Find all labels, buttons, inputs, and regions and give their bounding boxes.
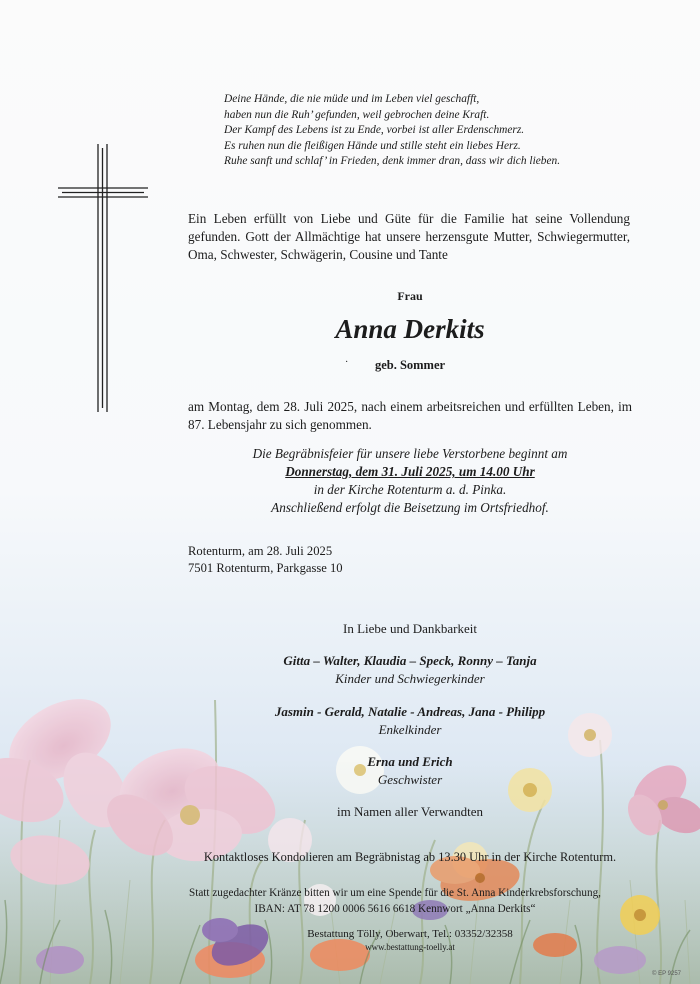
undertaker-info: [0, 928, 700, 954]
poem-line: haben nun die Ruh’ gefunden, weil gebrochen deine Kraft.: [224, 108, 490, 121]
siblings-names: Erna und Erich: [367, 754, 453, 769]
place-date-line: Rotenturm, am 28. Juli 2025: [188, 544, 333, 558]
place-date: [188, 543, 343, 577]
grandchildren-label: Enkelkinder: [378, 722, 442, 737]
deceased-name: Anna Derkits: [335, 314, 485, 344]
donation-iban: IBAN: AT 78 1200 0006 5616 6618 Kennwort „Anna Derkits“: [254, 903, 536, 915]
donation-line: Statt zugedachter Kränze bitten wir um eine Spende für die St. Anna Kinderkrebsforschung,: [189, 887, 601, 899]
funeral-location: in der Kirche Rotenturm a. d. Pinka.: [313, 482, 507, 497]
funeral-date: Donnerstag, dem 31. Juli 2025, um 14.00 Uhr: [285, 464, 535, 479]
funeral-burial: Anschließend erfolgt die Beisetzung im Ortsfriedhof.: [271, 500, 549, 515]
print-code: © EP 9257: [652, 971, 681, 977]
intro-text: Ein Leben erfüllt von Liebe und Güte für die Familie hat seine Vollendung gefunden. Gott der Allmächtige hat unsere herzensgute Mutter, Schwiegermutter, Oma, Schwester, Schwägerin, Cousine und Tante: [188, 211, 630, 262]
undertaker-line: Bestattung Tölly, Oberwart, Tel.: 03352/32358: [307, 928, 513, 940]
funeral-line: Die Begräbnisfeier für unsere liebe Verstorbene beginnt am: [252, 446, 568, 461]
poem-line: Ruhe sanft und schlaf’ in Frieden, denk immer dran, dass wir dich lieben.: [224, 155, 561, 168]
relatives-line: im Namen aller Verwandten: [337, 804, 483, 819]
donation-note: [0, 885, 700, 917]
address: 7501 Rotenturm, Parkgasse 10: [188, 561, 343, 575]
poem-line: Deine Hände, die nie müde und im Leben viel geschafft,: [224, 93, 480, 105]
siblings-label: Geschwister: [377, 772, 443, 787]
children-group: [188, 652, 632, 688]
poem: [224, 92, 644, 170]
death-text: am Montag, dem 28. Juli 2025, nach einem arbeitsreichen und erfüllten Leben, im 87. Lebensjahr zu sich genommen.: [188, 399, 632, 432]
poem-line: Es ruhen nun die fleißigen Hände und stille steht ein liebes Herz.: [224, 139, 521, 152]
funeral-info: [188, 445, 632, 517]
thanks-heading: In Liebe und Dankbarkeit: [343, 621, 477, 636]
grandchildren-names: Jasmin - Gerald, Natalie - Andreas, Jana - Philipp: [274, 704, 546, 719]
poem-line: Der Kampf des Lebens ist zu Ende, vorbei ist aller Erdenschmerz.: [224, 124, 525, 137]
grandchildren-group: [188, 703, 632, 739]
undertaker-website: www.bestattung-toelly.at: [365, 942, 455, 952]
siblings-group: [188, 753, 632, 789]
children-label: Kinder und Schwiegerkinder: [335, 671, 485, 686]
condolence-note: Kontaktloses Kondolieren am Begräbnistag ab 13.30 Uhr in der Kirche Rotenturm.: [203, 850, 617, 864]
deceased-title: Frau: [397, 289, 423, 303]
children-names: Gitta – Walter, Klaudia – Speck, Ronny – Tanja: [283, 653, 537, 668]
deceased-birth-name: geb. Sommer: [374, 358, 446, 372]
decorative-dot: ·: [345, 357, 349, 368]
